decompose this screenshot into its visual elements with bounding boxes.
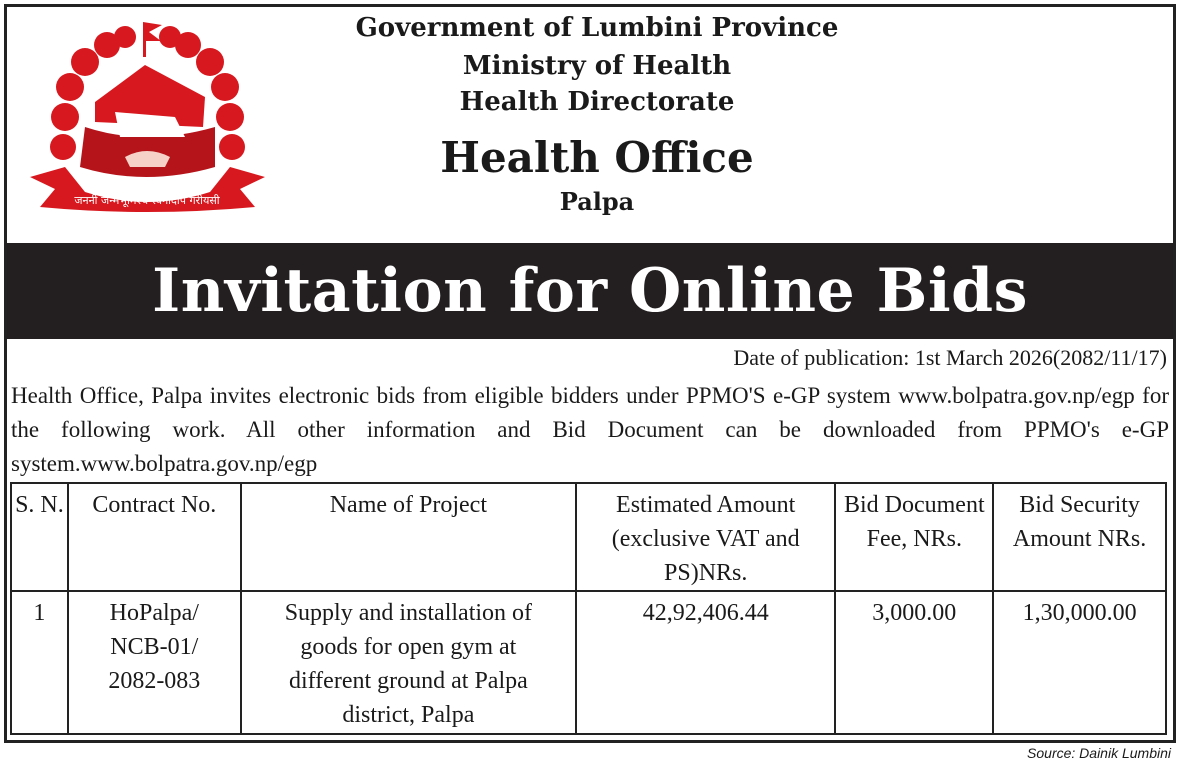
- notice-body: Health Office, Palpa invites electronic bids from eligible bidders under PPMO'S e-GP system www.bolpatra.gov.np/egp for the following work. All other information and Bid Document can be downloaded from PPMO's e-GP system.www.bolpatra.gov.np/egp: [11, 383, 1169, 476]
- office-location: Palpa: [559, 187, 635, 216]
- cell-project-name: Supply and installation of goods for open gym at different ground at Palpa district, Palpa: [241, 591, 576, 734]
- ministry-line: Ministry of Health: [462, 51, 732, 81]
- header-estimated-amount: Estimated Amount (exclusive VAT and PS)NRs.: [576, 483, 835, 591]
- office-name: Health Office: [440, 133, 754, 182]
- cell-bid-security: 1,30,000.00: [993, 591, 1166, 734]
- header-bid-security: Bid Security Amount NRs.: [993, 483, 1166, 591]
- cell-contract-no: HoPalpa/ NCB-01/ 2082-083: [68, 591, 241, 734]
- header-project-name: Name of Project: [241, 483, 576, 591]
- notice-header: [7, 7, 1173, 243]
- directorate-line: Health Directorate: [459, 87, 735, 117]
- header-sn: S. N.: [11, 483, 68, 591]
- publication-date: Date of publication: 1st March 2026(2082/11/17): [733, 345, 1167, 370]
- notice-title: Invitation for Online Bids: [7, 243, 1173, 339]
- government-line: Government of Lumbini Province: [355, 13, 839, 43]
- nepal-emblem-logo: [25, 17, 270, 217]
- cell-bid-document-fee: 3,000.00: [835, 591, 993, 734]
- table-row: [11, 591, 1166, 734]
- table-header-row: [11, 483, 1166, 591]
- bids-table: [10, 482, 1167, 735]
- cell-estimated-amount: 42,92,406.44: [576, 591, 835, 734]
- cell-sn: 1: [11, 591, 68, 734]
- header-bid-document-fee: Bid Document Fee, NRs.: [835, 483, 993, 591]
- source-credit: Source: Dainik Lumbini: [1027, 745, 1171, 761]
- svg-text:जननी जन्मभूमिश्च स्वर्गादपि गर: जननी जन्मभूमिश्च स्वर्गादपि गरीयसी: [74, 194, 220, 207]
- notice-frame: [4, 4, 1176, 743]
- header-contract-no: Contract No.: [68, 483, 241, 591]
